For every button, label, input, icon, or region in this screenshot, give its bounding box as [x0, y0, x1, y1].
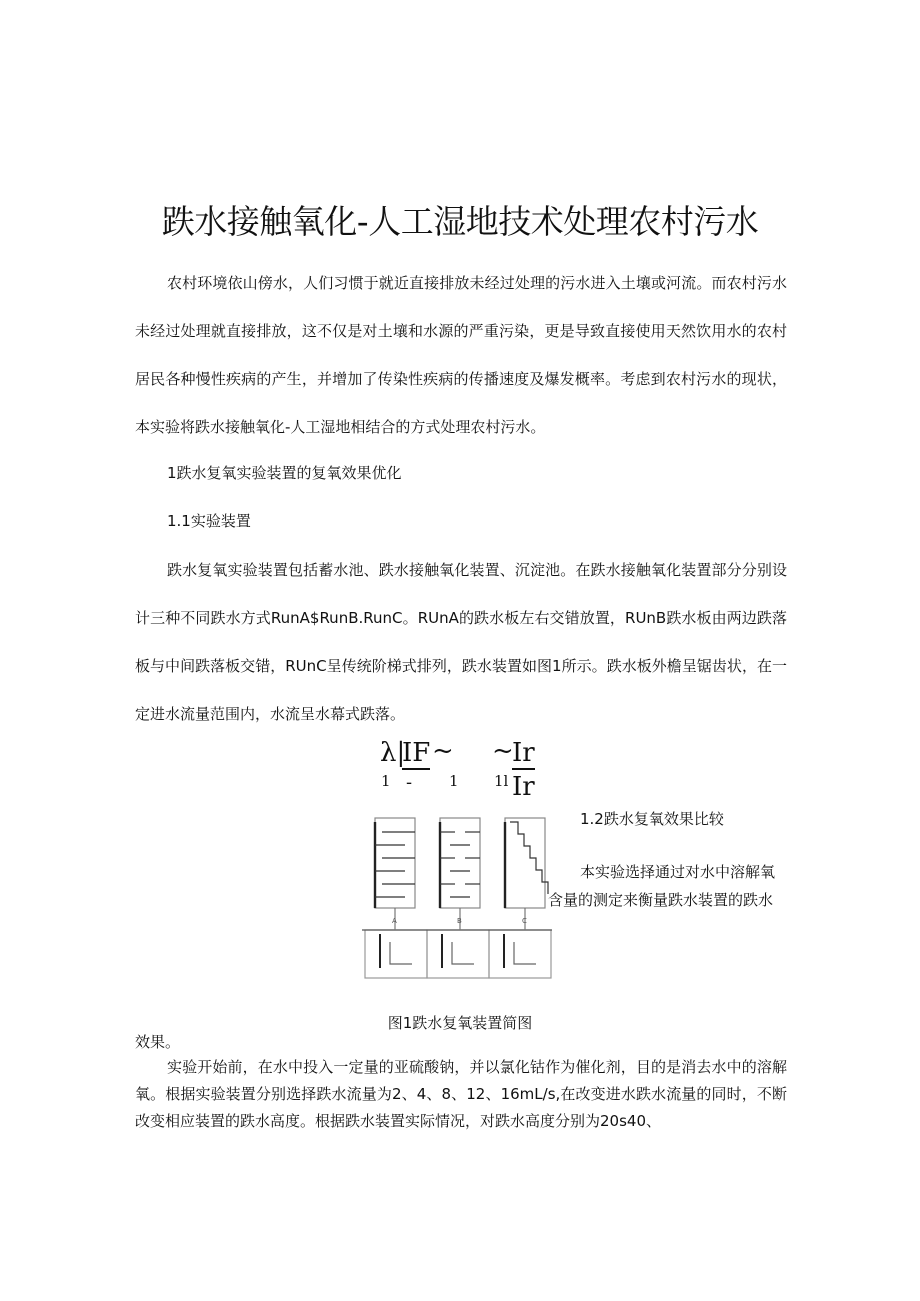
formula-right-tilde: ~	[492, 736, 514, 766]
figure-panel-label-a: A	[392, 917, 397, 925]
figure-panel-label-b: B	[457, 917, 462, 925]
formula-left-denominator: -	[406, 772, 413, 793]
formula-left-tilde: ~	[432, 736, 454, 766]
section-heading-1-2: 1.2跌水复氧效果比较	[580, 810, 724, 828]
side-text-line-2: 含量的测定来衡量跌水装置的跌水	[548, 891, 774, 909]
section-heading-1: 1跌水复氧实验装置的复氧效果优化	[167, 464, 402, 482]
device-paragraph: 跌水复氧实验装置包括蓄水池、跌水接触氧化装置、沉淀池。在跌水接触氧化装置部分分别设计三种不同跌水方式RunA$RunB.RunC。RUnA的跌水板左右交错放置，RUnB跌水板由两边跌落板与中间跌落板交错，RUnC呈传统阶梯式排列，跌水装置如图1所示。跌水板外檐呈锯齿状，在一定进水流量范围内，水流呈水幕式跌落。	[135, 561, 787, 723]
effect-text: 效果。	[135, 1033, 181, 1051]
figure-1-diagram	[360, 812, 555, 992]
formula-left-lambda: λ|	[380, 738, 406, 768]
section-heading-1-1: 1.1实验装置	[167, 512, 251, 530]
formula-left-sub1: 1	[381, 772, 391, 790]
formula-left-sub2: 1	[449, 772, 459, 790]
formula-right-denominator: Ir	[512, 772, 535, 802]
side-text-line-1: 本实验选择通过对水中溶解氧	[580, 863, 776, 881]
figure-panel-label-c: C	[522, 917, 527, 925]
intro-paragraph: 农村环境依山傍水，人们习惯于就近直接排放未经过处理的污水进入土壤或河流。而农村污水未经过处理就直接排放，这不仅是对土壤和水源的严重污染，更是导致直接使用天然饮用水的农村居民各种慢性疾病的产生，并增加了传染性疾病的传播速度及爆发概率。考虑到农村污水的现状，本实验将跌水接触氧化-人工湿地相结合的方式处理农村污水。	[135, 274, 787, 436]
formula-right-numerator: Ir	[512, 738, 535, 768]
formula-right-sub: 1l	[494, 772, 509, 790]
experiment-paragraph: 实验开始前，在水中投入一定量的亚硫酸钠，并以氯化钴作为催化剂，目的是消去水中的溶解氧。根据实验装置分别选择跌水流量为2、4、8、12、16mL/s,在改变进水跌水流量的同时，不断改变相应装置的跌水高度。根据跌水装置实际情况，对跌水高度分别为20s40、	[135, 1058, 787, 1130]
formula-left-numerator: IF	[402, 738, 431, 768]
page-title: 跌水接触氧化-人工湿地技术处理农村污水	[161, 202, 759, 241]
figure-caption: 图1跌水复氧装置简图	[387, 1014, 533, 1032]
